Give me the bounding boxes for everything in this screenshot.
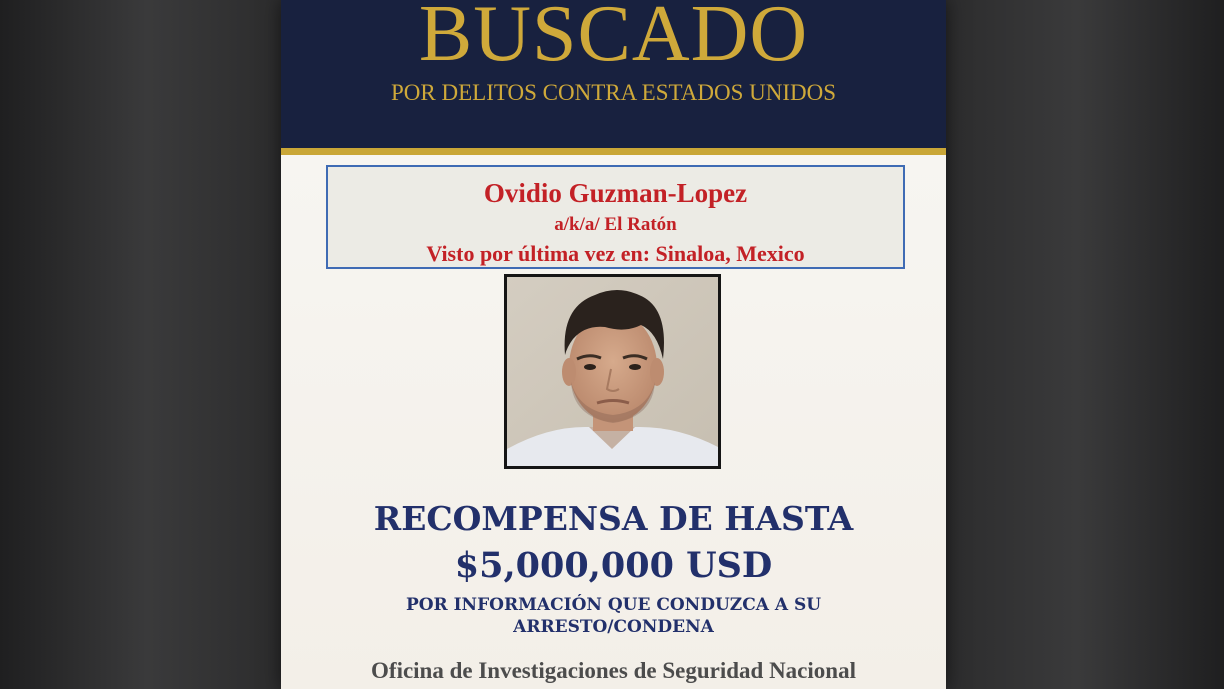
gold-divider bbox=[281, 148, 946, 155]
reward-amount: $5,000,000 USD bbox=[454, 545, 773, 586]
subject-alias: a/k/a/ El Ratón bbox=[554, 214, 677, 235]
reward-condition bbox=[281, 594, 946, 638]
subject-last-seen: Visto por última vez en: Sinaloa, Mexico bbox=[426, 241, 805, 266]
wanted-poster bbox=[281, 0, 946, 689]
subject-name: Ovidio Guzman-Lopez bbox=[483, 178, 748, 208]
subject-photo bbox=[504, 274, 721, 469]
portrait-image bbox=[507, 277, 718, 466]
poster-subtitle: POR DELITOS CONTRA ESTADOS UNIDOS bbox=[391, 80, 836, 105]
reward-heading: RECOMPENSA DE HASTA bbox=[373, 499, 854, 538]
reward-condition-line2: ARRESTO/CONDENA bbox=[513, 617, 714, 637]
poster-title: BUSCADO bbox=[418, 0, 809, 78]
poster-header bbox=[281, 0, 946, 148]
reward-condition-line1: POR INFORMACIÓN QUE CONDUZCA A SU bbox=[405, 595, 822, 615]
subject-info-box bbox=[326, 165, 905, 269]
issuing-office: Oficina de Investigaciones de Seguridad Nacional bbox=[371, 658, 856, 683]
